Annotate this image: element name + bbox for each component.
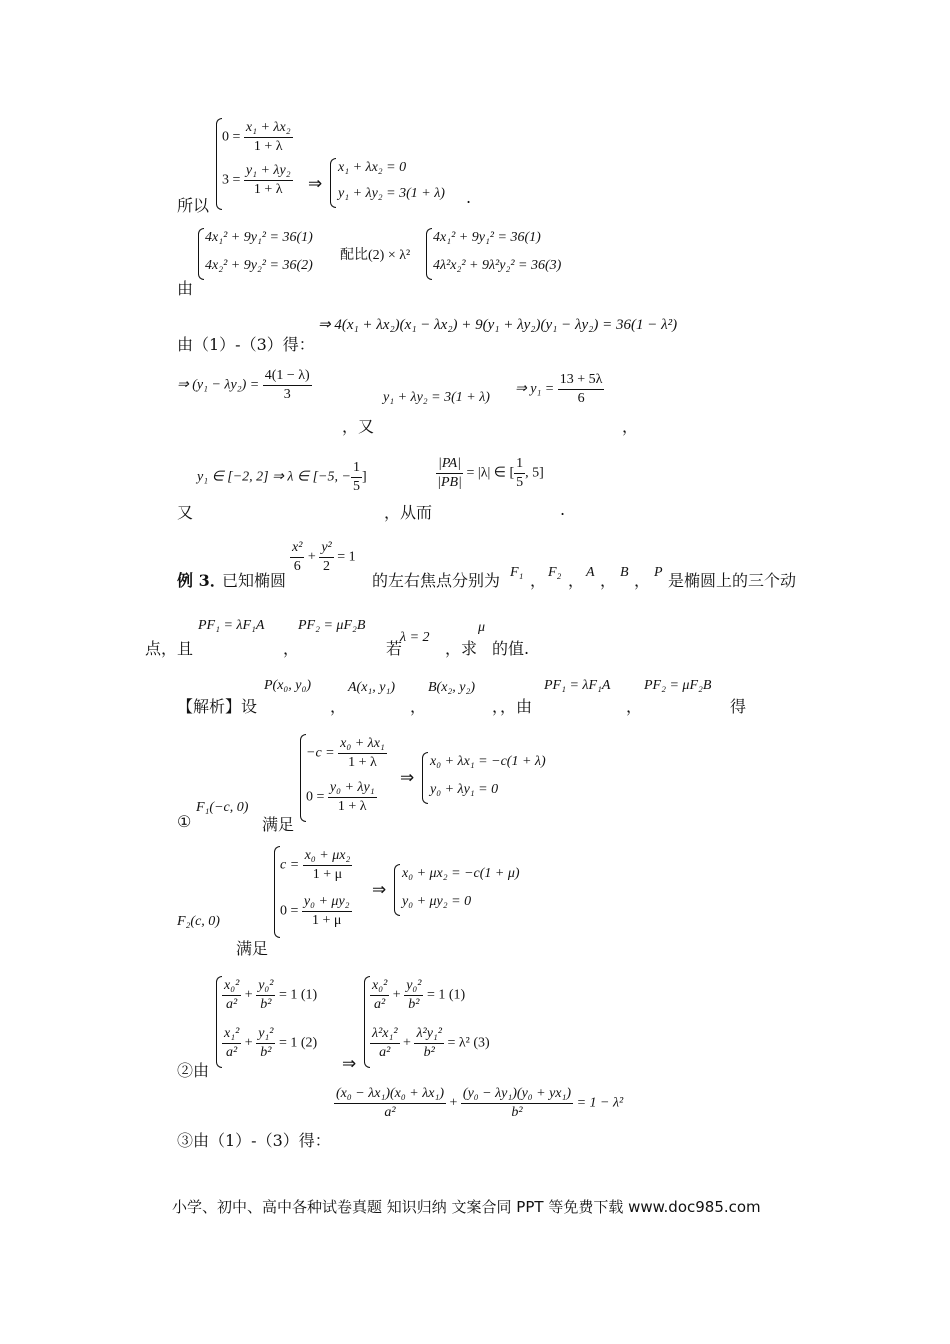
equation-line: 0 = $\frac{\text{x₁ + λx₂}}{1 + \lambda}$: [222, 120, 291, 154]
text-suoyi: 所以: [177, 196, 210, 215]
equation-line: x₁ + λx₂ = 0: [338, 160, 407, 175]
equation-line: x₀ + μx₂ = −c(1 + μ): [402, 866, 520, 881]
example-text: 的值.: [492, 639, 530, 658]
equation: ⇒ y₁ = $\frac{13 + 5\lambda}{6}$: [515, 372, 603, 406]
separator: ，: [626, 697, 643, 716]
period: .: [466, 188, 472, 207]
separator: ，: [634, 571, 651, 590]
condition: PF₂ = μF₂B: [298, 618, 366, 633]
symbol-p: P: [654, 565, 663, 580]
text-you: 又: [177, 503, 194, 522]
equation-line: $\frac{\text{x₀²}}{\text{a²}}$ + $\frac{\text{y₀²}}{\text{b²}}$ = 1 (1): [224, 978, 318, 1012]
equation-line: $\frac{\text{x₁²}}{\text{a²}}$ + $\frac{\text{y₁²}}{\text{b²}}$ = 1 (2): [224, 1026, 318, 1060]
text-you: 由: [177, 279, 194, 298]
condition: PF₁ = λF₁A: [544, 678, 611, 693]
equation-note: 配比(2) × λ²: [340, 248, 411, 263]
equation-line: 0 = $\frac{\text{y₀ + μy₂}}{1 + \mu}$: [280, 894, 350, 928]
equation-line: 4x₁² + 9y₁² = 36(1): [433, 230, 541, 245]
equation: ⇒ (y₁ − λy₂) = $\frac{4(1 - \lambda)}{3}$: [177, 368, 310, 402]
solution-text: ，，由: [492, 697, 533, 716]
equation-line: $\frac{\text{x₀²}}{\text{a²}}$ + $\frac{\text{y₀²}}{\text{b²}}$ = 1 (1): [372, 978, 466, 1012]
point-a: A(x₁, y₁): [348, 680, 396, 695]
equation: y₁ + λy₂ = 3(1 + λ): [383, 390, 490, 405]
step-label: ③由（1）-（3）得：: [177, 1131, 331, 1150]
point-p: P(x₀, y₀): [264, 678, 312, 693]
equation: y₁ ∈ [−2, 2] ⇒ λ ∈ [−5, − $\frac{1}{5}$ ]: [197, 460, 367, 494]
equation: $\frac{|PA|}{|PB|}$ = |λ| ∈ [ $\frac{1}{5}$ , 5]: [437, 456, 544, 490]
brace: [426, 228, 432, 280]
footer-text: 小学、初中、高中各种试卷真题 知识归纳 文案合同 PPT 等免费下载 www.doc985.com: [172, 1198, 761, 1216]
separator: ，: [530, 571, 547, 590]
symbol-f2: F₂: [548, 565, 562, 580]
step-label: ②由: [177, 1061, 210, 1080]
example-text: 点，且: [145, 639, 194, 658]
period: .: [560, 500, 566, 519]
example-text: 已知椭圆: [222, 571, 287, 590]
separator: ，: [568, 571, 585, 590]
equation-line: $\frac{\text{λ²x₁²}}{\text{a²}}$ + $\frac{\text{λ²y₁²}}{\text{b²}}$ = λ² (3): [372, 1026, 490, 1060]
focus-f2: F₂(c, 0): [177, 914, 220, 929]
brace: [198, 228, 204, 280]
equation-line: 4x₂² + 9y₂² = 36(2): [205, 258, 313, 273]
condition: PF₁ = λF₁A: [198, 618, 265, 633]
example-text: ，求: [445, 639, 478, 658]
solution-label: 【解析】设: [177, 697, 258, 716]
example-text: 是椭圆上的三个动: [668, 571, 797, 590]
brace: [422, 752, 428, 804]
symbol-b: B: [620, 565, 629, 580]
example-text: 的左右焦点分别为: [372, 571, 501, 590]
equation-line: c = $\frac{\text{x₀ + μx₂}}{1 + \mu}$: [280, 848, 351, 882]
step-label: ①: [177, 812, 192, 831]
text-step: 由（1）-（3）得：: [177, 335, 315, 354]
implies-arrow: ⇒: [372, 880, 387, 899]
equation-line: 4x₁² + 9y₁² = 36(1): [205, 230, 313, 245]
implies-arrow: ⇒: [308, 174, 323, 193]
text-comma: ，又: [342, 417, 375, 436]
separator: ，: [283, 639, 300, 658]
solution-text: 得: [730, 697, 747, 716]
focus-f1: F₁(−c, 0): [196, 800, 249, 815]
equation-line: y₁ + λy₂ = 3(1 + λ): [338, 186, 445, 201]
point-b: B(x₂, y₂): [428, 680, 476, 695]
symbol-a: A: [586, 565, 595, 580]
symbol-f1: F₁: [510, 565, 524, 580]
example-text: 若: [386, 639, 403, 658]
text-congER: ，从而: [384, 503, 433, 522]
implies-arrow: ⇒: [342, 1054, 357, 1073]
equation-line: 3 = $\frac{\text{y₁ + λy₂}}{1 + \lambda}$: [222, 163, 291, 197]
equation-line: y₀ + μy₂ = 0: [402, 894, 472, 909]
ellipse-equation: $\frac{\text{x²}}{6}$ + $\frac{\text{y²}}{2}$ = 1: [292, 540, 356, 574]
equation: $\frac{\text{(x₀ − λx₁)(x₀ + λx₁)}}{\text{a²}}$ + $\frac{\text{(y₀ − λy₁)(y₀ + yx₁)}}{\text{b²}}$ = 1 − λ²: [336, 1086, 624, 1120]
separator: ，: [600, 571, 617, 590]
equation-line: −c = $\frac{\text{x₀ + λx₁}}{1 + \lambda}$: [306, 736, 385, 770]
separator: ，: [330, 697, 347, 716]
solution-text: 满足: [236, 939, 269, 958]
condition: λ = 2: [400, 630, 430, 645]
brace: [394, 864, 400, 916]
brace: [330, 158, 336, 208]
solution-text: 满足: [262, 815, 295, 834]
example-label: 例 3．: [177, 571, 226, 590]
equation: ⇒ 4(x₁ + λx₂)(x₁ − λx₂) + 9(y₁ + λy₂)(y₁ − λy₂) = 36(1 − λ²): [318, 317, 678, 333]
condition: PF₂ = μF₂B: [644, 678, 712, 693]
equation-line: x₀ + λx₁ = −c(1 + λ): [430, 754, 546, 769]
symbol-mu: μ: [478, 620, 486, 635]
equation-line: 0 = $\frac{\text{y₀ + λy₁}}{1 + \lambda}$: [306, 780, 375, 814]
implies-arrow: ⇒: [400, 768, 415, 787]
text-comma: ，: [622, 417, 639, 436]
separator: ，: [410, 697, 427, 716]
equation-line: y₀ + λy₁ = 0: [430, 782, 499, 797]
equation-line: 4λ²x₂² + 9λ²y₂² = 36(3): [433, 258, 562, 273]
